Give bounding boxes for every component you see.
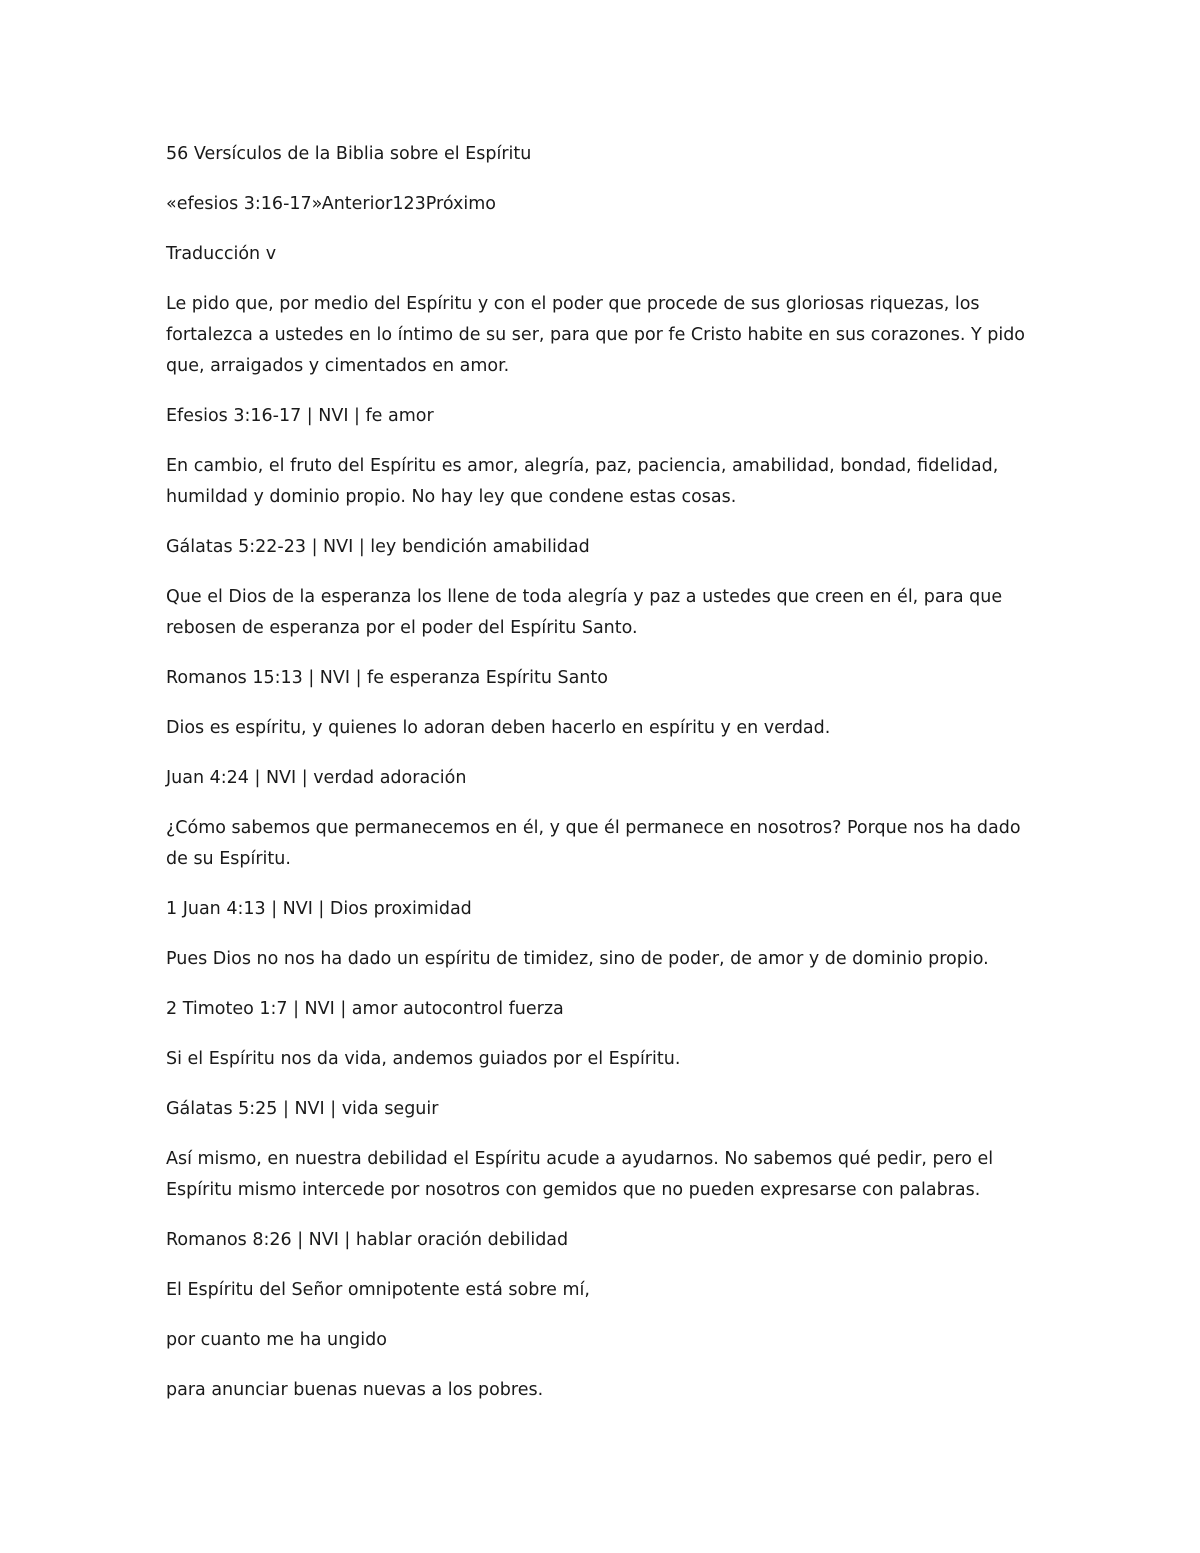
document-title: 56 Versículos de la Biblia sobre el Espíritu (166, 144, 532, 164)
verse-text: Que el Dios de la esperanza los llene de toda alegría y paz a ustedes que creen en él, para que rebosen de esperanza por el poder del Espíritu Santo. (166, 587, 1003, 638)
verse-reference: Romanos 15:13 | NVI | fe esperanza Espíritu Santo (166, 668, 608, 688)
document-body (166, 139, 1036, 1425)
verse-text: Así mismo, en nuestra debilidad el Espíritu acude a ayudarnos. No sabemos qué pedir, pero el Espíritu mismo intercede por nosotros con gemidos que no pueden expresarse con palabras. (166, 1149, 994, 1200)
final-verse-line: El Espíritu del Señor omnipotente está sobre mí, (166, 1280, 590, 1300)
translation-label: Traducción v (166, 244, 277, 264)
final-verse-line: para anunciar buenas nuevas a los pobres. (166, 1380, 544, 1400)
verse-reference: 1 Juan 4:13 | NVI | Dios proximidad (166, 899, 472, 919)
verse-reference: 2 Timoteo 1:7 | NVI | amor autocontrol fuerza (166, 999, 564, 1019)
verse-reference: Efesios 3:16-17 | NVI | fe amor (166, 406, 434, 426)
final-verse-line: por cuanto me ha ungido (166, 1330, 387, 1350)
verse-reference: Gálatas 5:22-23 | NVI | ley bendición amabilidad (166, 537, 590, 557)
verse-text: Dios es espíritu, y quienes lo adoran deben hacerlo en espíritu y en verdad. (166, 718, 831, 738)
pagination-navigation: «efesios 3:16-17»Anterior123Próximo (166, 194, 496, 214)
verse-reference: Romanos 8:26 | NVI | hablar oración debilidad (166, 1230, 569, 1250)
verse-reference: Gálatas 5:25 | NVI | vida seguir (166, 1099, 439, 1119)
verse-text: Pues Dios no nos ha dado un espíritu de timidez, sino de poder, de amor y de dominio propio. (166, 949, 989, 969)
verse-text: Le pido que, por medio del Espíritu y con el poder que procede de sus gloriosas riquezas, los fortalezca a ustedes en lo íntimo de su ser, para que por fe Cristo habite en sus corazones. Y pido que, arraigados y cimentados en amor. (166, 294, 1026, 376)
verse-text: ¿Cómo sabemos que permanecemos en él, y que él permanece en nosotros? Porque nos ha dado de su Espíritu. (166, 818, 1021, 869)
verse-text: En cambio, el fruto del Espíritu es amor, alegría, paz, paciencia, amabilidad, bondad, fidelidad, humildad y dominio propio. No hay ley que condene estas cosas. (166, 456, 999, 507)
verse-text: Si el Espíritu nos da vida, andemos guiados por el Espíritu. (166, 1049, 681, 1069)
verse-reference: Juan 4:24 | NVI | verdad adoración (166, 768, 467, 788)
